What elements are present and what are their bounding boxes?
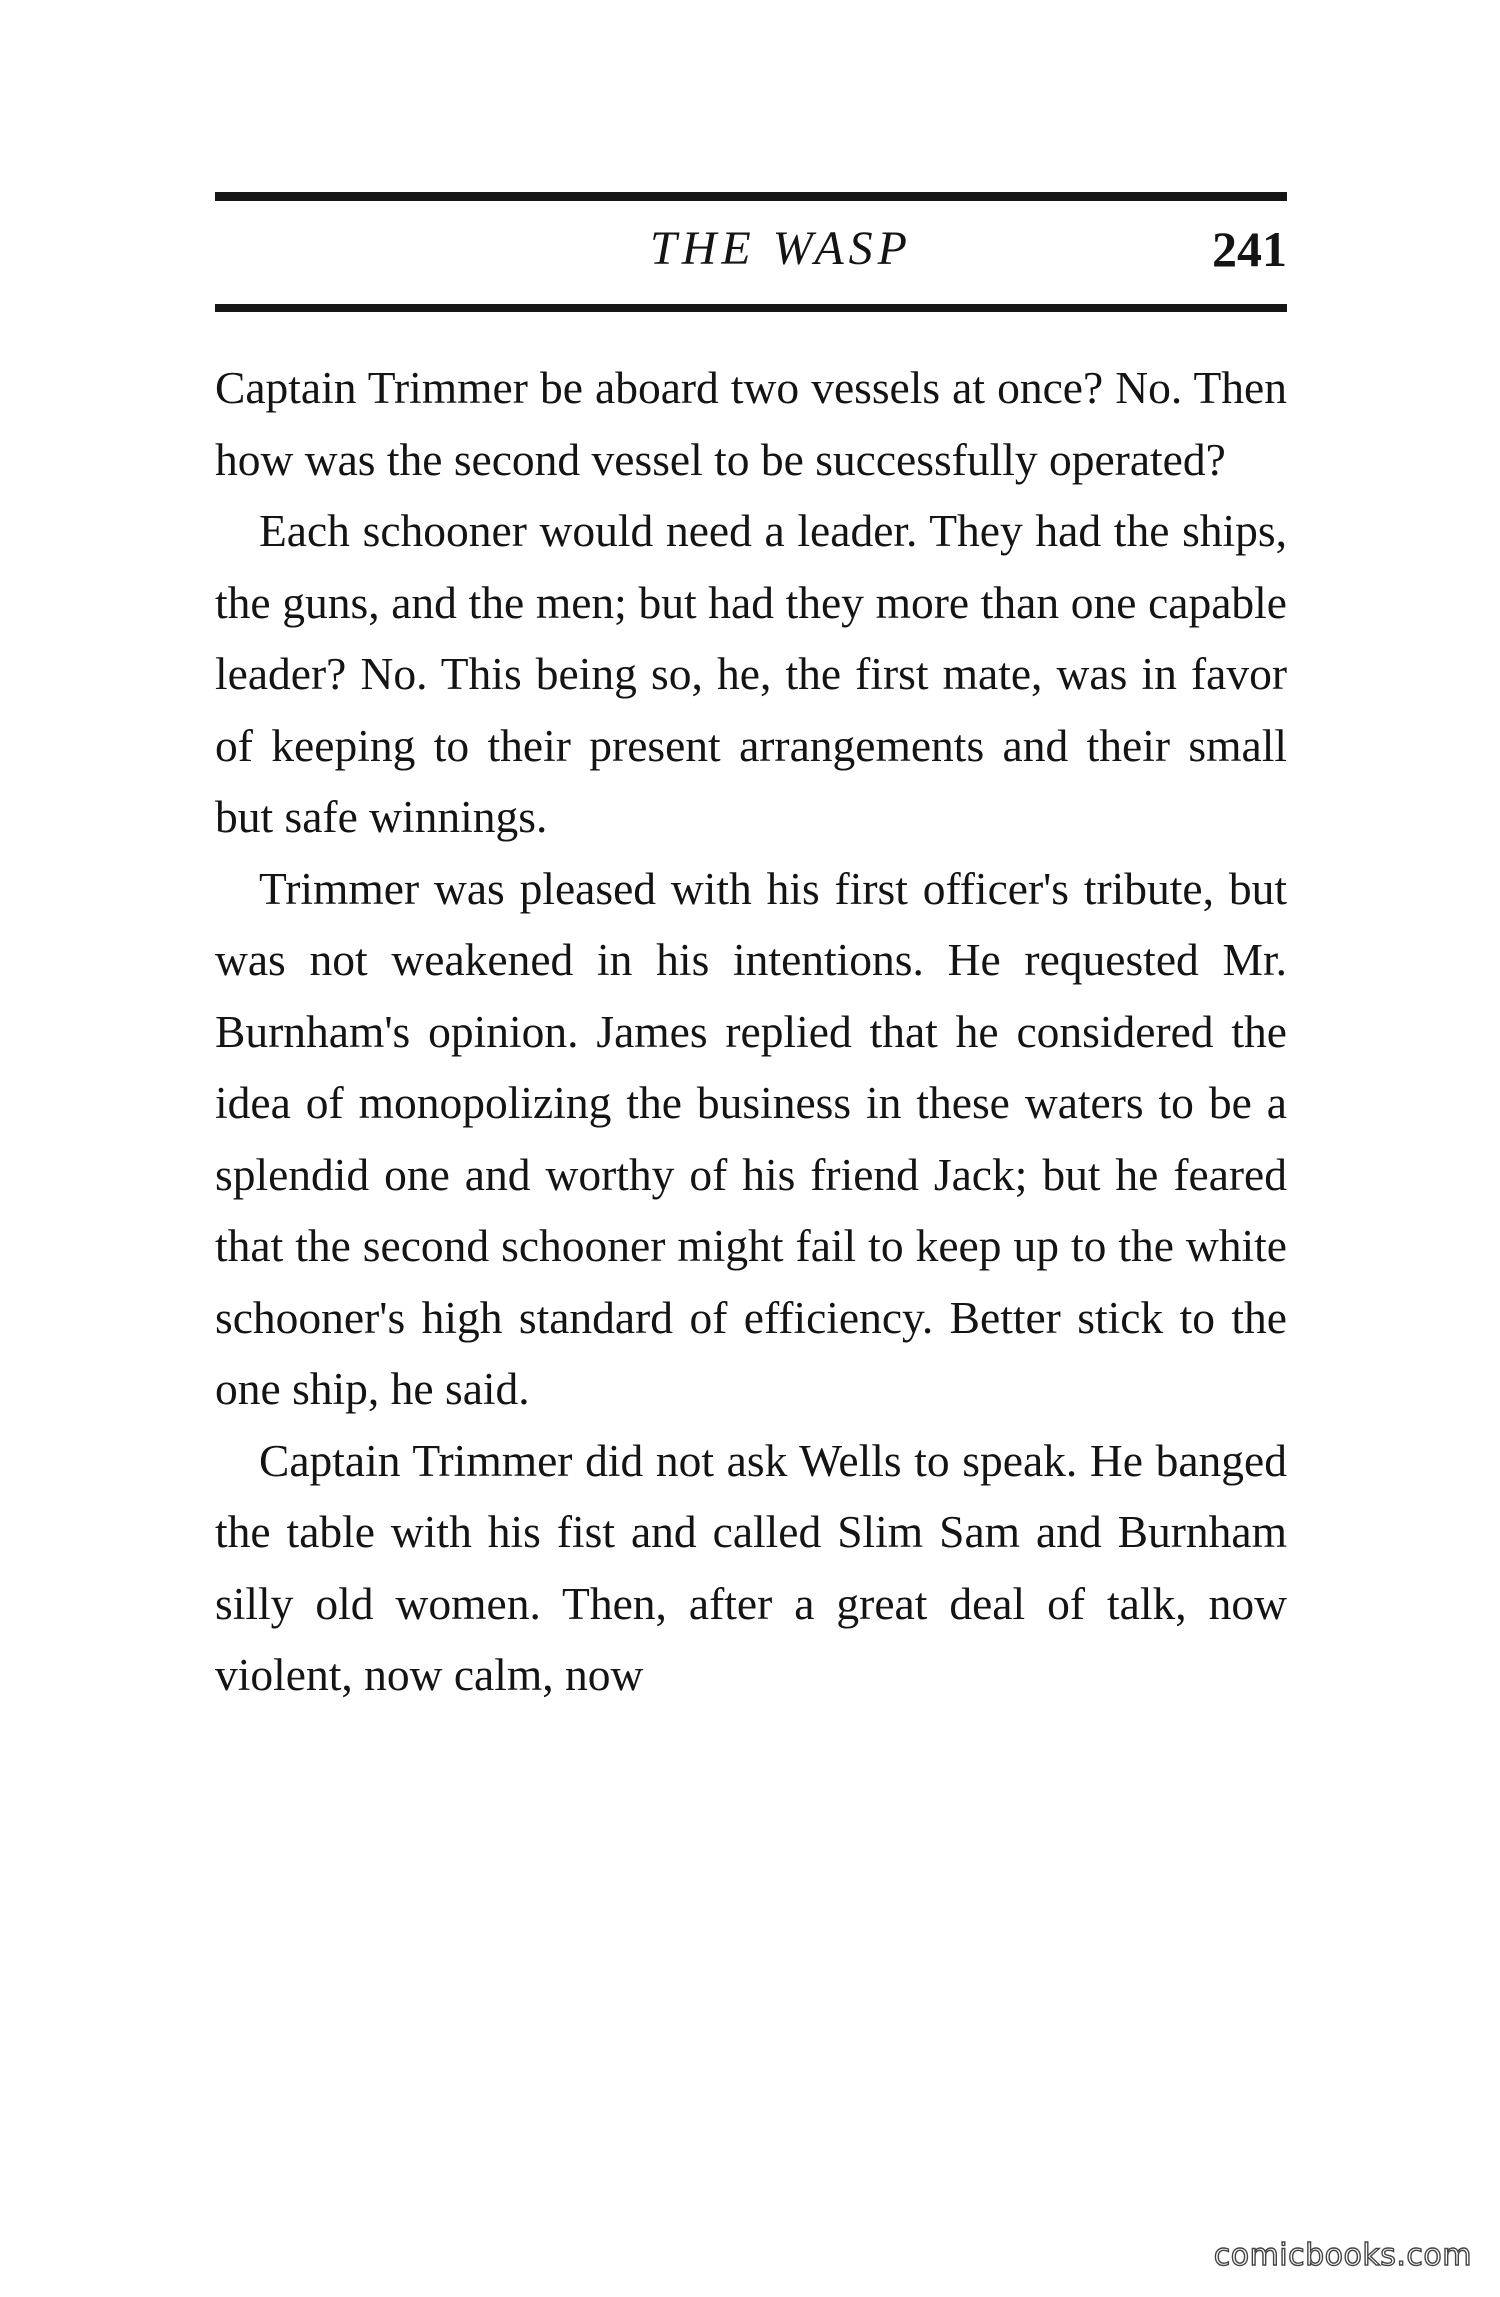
page-number: 241 (1212, 221, 1287, 277)
body-text (215, 352, 1287, 1711)
running-title: THE WASP (650, 222, 912, 275)
running-head (215, 214, 1287, 284)
watermark: comicbooks.com (1213, 2238, 1472, 2273)
paragraph: Captain Trimmer be aboard two vessels at once? No. Then how was the second vessel to be successfully operated? (215, 362, 1287, 485)
paragraph: Captain Trimmer did not ask Wells to speak. He banged the table with his fist and called Slim Sam and Burnham silly old women. Then, after a great deal of talk, now violent, now calm, now (215, 1434, 1287, 1700)
header-rule-bottom (215, 304, 1287, 312)
paragraph: Trimmer was pleased with his first officer's tribute, but was not weakened in his intentions. He requested Mr. Burnham's opinion. James replied that he considered the idea of monopolizing the business in these waters to be a splendid one and worthy of his friend Jack; but he feared that the second schooner might fail to keep up to the white schooner's high standard of efficiency. Better stick to the one ship, he said. (215, 862, 1287, 1414)
header-rule-top (215, 192, 1287, 201)
paragraph: Each schooner would need a leader. They had the ships, the guns, and the men; but had they more than one capable leader? No. This being so, he, the first mate, was in favor of keeping to their present arrangements and their small but safe winnings. (215, 505, 1287, 842)
